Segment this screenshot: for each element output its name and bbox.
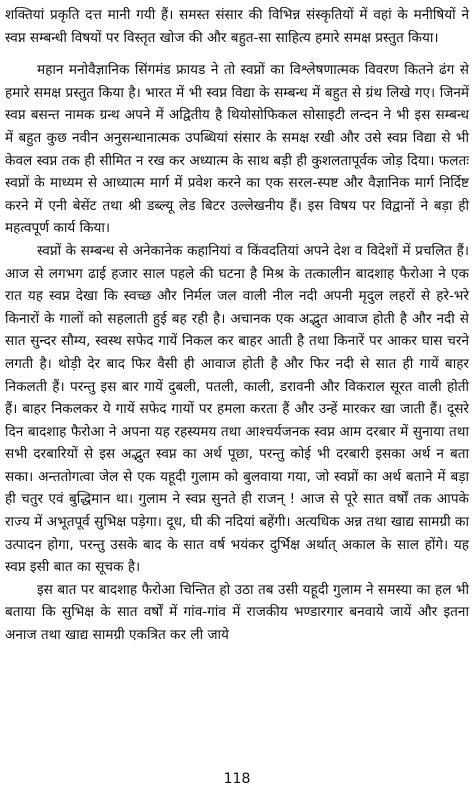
- paragraph-solution: इस बात पर बादशाह फैरोआ चिन्तित हो उठा तब उसी यहूदी गुलाम ने समस्या का हल भी बताया कि सुभिक्ष के सात वर्षों में गांव-गांव में राजकीय भण्डारगार बनवाये जायें और इतना अनाज तथा खाद्य सामग्री एकत्रित कर ली जाये: [5, 581, 469, 644]
- paragraph-freud: महान मनोवैज्ञानिक सिंगमंड फ्रायड ने तो स्वप्नों का विश्लेषणात्मक विवरण कितने ढंग से हमारे समक्ष प्रस्तुत किया है। भारत में भी स्वप्न विद्या के सम्बन्ध में बहुत से ग्रंथ लिखे गए। जिनमें स्वप्न बसन्त नामक ग्रन्थ अपने में अद्वितीय है थियोसोफिकल सोसाइटी लन्दन ने भी इस सम्बन्ध में बहुत कुछ नवीन अनुसन्धानात्मक उपब्धियां संसार के समक्ष रखी और उसे स्वप्न विद्या से भी केवल स्वप्न तक ही सीमित न रख कर अध्यात्म के साथ बड़ी ही कुशलतापूर्वक जोड़ दिया। फलतः स्वप्नों के माध्यम से आध्यात्म मार्ग में प्रवेश करने का एक सरल-स्पष्ट और वैज्ञानिक मार्ग निर्दिष्ट करने में एनी बेसेंट तथा श्री डब्ल्यू लेड बिटर उल्लेखनीय हैं। इस विषय पर विद्वानों ने बड़ा ही महत्वपूर्ण कार्य किया।: [5, 62, 469, 237]
- page-number: 118: [223, 771, 251, 787]
- paragraph-continuation: शक्तियां प्रकृति दत्त मानी गयी हैं। समस्त संसार की विभिन्न संस्कृतियों में वहां के मनीषियों ने स्वप्न सम्बन्धी विषयों पर विस्तृत खोज की और बहुत-सा साहित्य हमारे समक्ष प्रस्तुत किया।: [5, 7, 469, 46]
- paragraph-pharaoh-dream: स्वप्नों के सम्बन्ध से अनेकानेक कहानियां व किंवदतियां अपने देश व विदेशों में प्रचलित हैं। आज से लगभग ढाई हजार साल पहले की घटना है मिश्र के तत्कालीन बादशाह फैरोआ ने एक रात यह स्वप्न देखा कि स्वच्छ और निर्मल जल वाली नील नदी अपनी मृदुल लहरों से हरे-भरे किनारों के गालों को सहलाती हुई बह रही है। अचानक एक अद्भुत आवाज होती है और नदी से सात सुन्दर सौम्य, स्वस्थ सफेद गायें निकल कर बाहर आती है तथा किनारें पर आकर घास चरने लगती है। थोड़ी देर बाद फिर वैसी ही आवाज होती है और फिर नदी से सात ही गायें बाहर निकलती हैं। परन्तु इस बार गायें दुबली, पतली, काली, डरावनी और विकराल सूरत वाली होती हैं। बाहर निकलकर ये गायें सफेद गायों पर हमला करता हैं और उन्हें मारकर खा जाती हैं। दूसरे दिन बादशाह फैरोआ ने अपना यह रहस्यमय तथा आश्चर्यजनक स्वप्न आम दरबार में सुनाया तथा सभी दरबारियों से इस अद्भुत स्वप्न का अर्थ पूछा, परन्तु कोई भी दरबारी इसका अर्थ न बता सका। अन्ततोगत्वा जेल से एक यहूदी गुलाम को बुलवाया गया, जो स्वप्नों का अर्थ बताने में बड़ा ही चतुर एवं बुद्धिमान था। गुलाम ने स्वप्न सुनते ही राजन् ! आज से पूरे सात वर्षों तक आपके राज्य में अभूतपूर्व सुभिक्ष पड़ेगा। दूध, घी की नदियां बहेंगी। अत्यधिक अन्न तथा खाद्य सामग्री का उत्पादन होगा, परन्तु उसके बाद के सात वर्ष भयंकर दुर्भिक्ष अर्थात् अकाल के साल होंगे। यह स्वप्न इसी बात का सूचक है।: [5, 242, 469, 576]
